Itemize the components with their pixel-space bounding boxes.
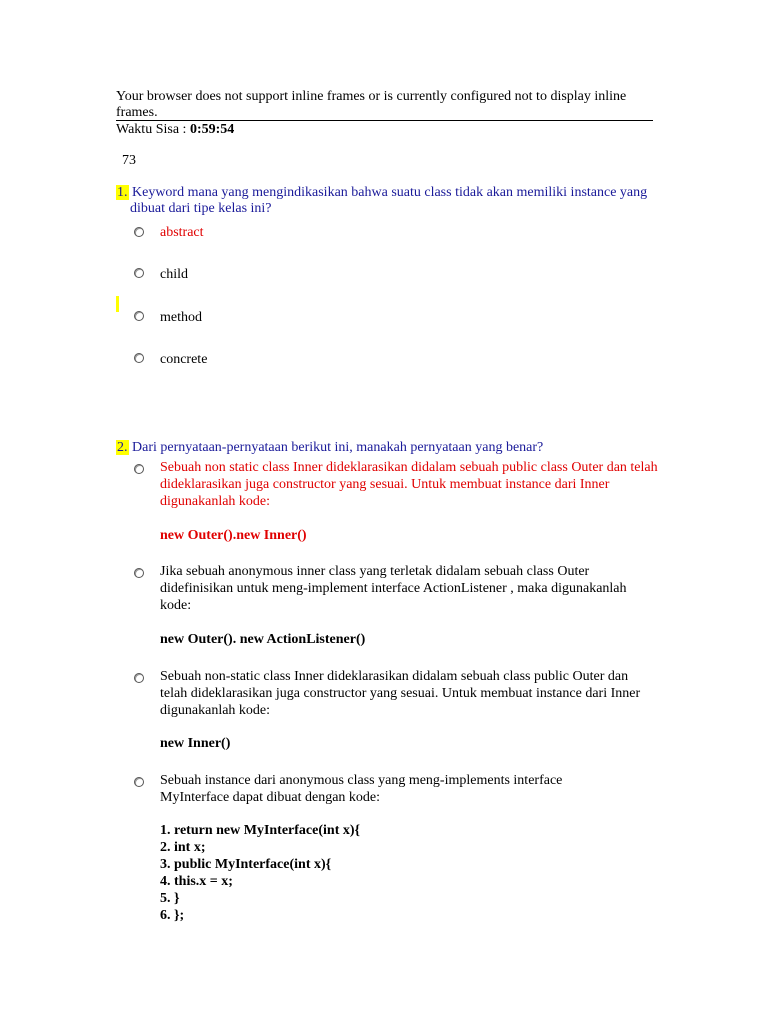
option-code-q2-b: new Outer(). new ActionListener()	[160, 632, 366, 647]
question-text: Keyword mana yang mengindikasikan bahwa suatu class tidak akan memiliki instance yang dibuat dari tipe kelas ini?	[130, 185, 648, 216]
option-radio-q1-c[interactable]	[134, 311, 144, 321]
code-line: 5. }	[160, 891, 180, 906]
option-text-q2-d: Sebuah instance dari anonymous class yang meng-implements interface MyInterface dapat dibuat dengan kode:	[160, 773, 563, 805]
option-radio-q1-d[interactable]	[134, 353, 144, 363]
code-line: 1. return new MyInterface(int x){	[160, 823, 361, 838]
divider	[116, 120, 653, 121]
option-radio-q2-c[interactable]	[134, 673, 144, 683]
iframe-notice: Your browser does not support inline frames or is currently configured not to display inline frames.	[116, 89, 627, 120]
page-number: 73	[122, 153, 136, 168]
question-number: 2.	[117, 440, 128, 455]
option-label-q1-a: abstract	[160, 225, 204, 240]
timer-value: 0:59:54	[189, 122, 235, 137]
timer	[116, 122, 234, 138]
option-text-q2-c: Sebuah non-static class Inner dideklarasikan didalam sebuah class public Outer dan telah dideklarasikan juga constructor yang sesuai. Untuk membuat instance dari Inner digunakanlah kode:	[160, 669, 641, 718]
option-radio-q2-d[interactable]	[134, 777, 144, 787]
option-label-q1-b: child	[160, 267, 188, 282]
option-label-q1-c: method	[160, 310, 202, 325]
code-line: 6. };	[160, 908, 185, 923]
question-number: 1.	[117, 185, 128, 200]
code-line: 4. this.x = x;	[160, 874, 233, 889]
timer-label: Waktu Sisa :	[116, 122, 190, 137]
option-text-q2-b: Jika sebuah anonymous inner class yang terletak didalam sebuah class Outer didefinisikan untuk meng-implement interface ActionListener , maka digunakanlah kode:	[160, 564, 627, 613]
option-text-q2-a: Sebuah non static class Inner dideklarasikan didalam sebuah public class Outer dan telah dideklarasikan juga constructor yang sesuai. Untuk membuat instance dari Inner digunakanlah kode:	[160, 460, 658, 509]
question-text: Dari pernyataan-pernyataan berikut ini, manakah pernyataan yang benar?	[132, 440, 544, 455]
code-line: 2. int x;	[160, 840, 206, 855]
option-radio-q1-a[interactable]	[134, 227, 144, 237]
option-label-q1-d: concrete	[160, 352, 208, 367]
option-radio-q2-a[interactable]	[134, 464, 144, 474]
option-code-q2-d	[160, 822, 360, 924]
option-code-q2-c: new Inner()	[160, 736, 231, 751]
highlight-marker	[116, 296, 119, 312]
option-radio-q1-b[interactable]	[134, 268, 144, 278]
option-radio-q2-b[interactable]	[134, 568, 144, 578]
question-2	[116, 440, 650, 456]
code-line: 3. public MyInterface(int x){	[160, 857, 332, 872]
question-1	[116, 185, 650, 217]
option-code-q2-a: new Outer().new Inner()	[160, 528, 307, 543]
